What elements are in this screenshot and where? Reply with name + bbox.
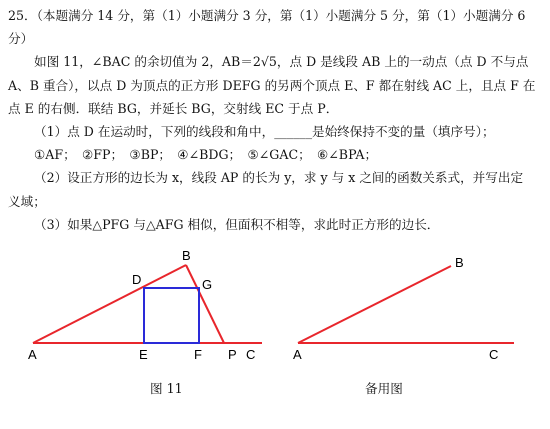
question-part-3: （3）如果△PFG 与△AFG 相似，但面积不相等，求此时正方形的边长． [34, 216, 440, 232]
label-f: F [194, 347, 202, 362]
square-defg [144, 288, 199, 343]
problem-statement-2: A、B 重合），以点 D 为顶点的正方形 DEFG 的另两个顶点 E、F 都在射线 AC 上，且点 F 在 [8, 77, 536, 93]
question-part-1: （1）点 D 在运动时，下列的线段和角中，______是始终保持不变的量（填序号）； [34, 124, 495, 140]
figure-11-caption: 图 11 [150, 381, 183, 396]
label-g: G [202, 277, 213, 292]
question-part-2-cont: 义域； [8, 193, 46, 209]
spare-ray-ab [298, 266, 451, 343]
spare-label-c: C [489, 347, 499, 362]
spare-figure [293, 255, 514, 362]
problem-header: 25．（本题满分 14 分，第（1）小题满分 3 分，第（1）小题满分 5 分，第（1）小题满分 6 [8, 8, 526, 23]
label-d: D [132, 272, 142, 287]
question-part-1-options: ①AF； ②FP； ③BP； ④∠BDG； ⑤∠GAC； ⑥∠BPA； [34, 147, 378, 163]
figures [0, 240, 550, 429]
label-b: B [182, 248, 191, 263]
label-e: E [139, 347, 148, 362]
problem-statement-1: 如图 11，∠BAC 的余切值为 2，AB＝2√5，点 D 是线段 AB 上的一动点（点 D 不与点 [34, 54, 529, 70]
label-p: P [228, 347, 237, 362]
spare-figure-caption: 备用图 [365, 381, 403, 396]
spare-label-b: B [455, 255, 464, 270]
problem-statement-3: 点 E 的右侧．联结 BG，并延长 BG，交射线 EC 于点 P． [8, 100, 339, 116]
figure-11 [28, 248, 262, 362]
question-part-2: （2）设正方形的边长为 x，线段 AP 的长为 y，求 y 与 x 之间的函数关系式，并写出定 [34, 170, 524, 186]
label-c: C [246, 347, 256, 362]
label-a: A [28, 347, 37, 362]
problem-header-cont: 分） [8, 31, 34, 47]
problem-text [8, 4, 544, 236]
spare-label-a: A [293, 347, 302, 362]
segment-ab [33, 265, 186, 343]
